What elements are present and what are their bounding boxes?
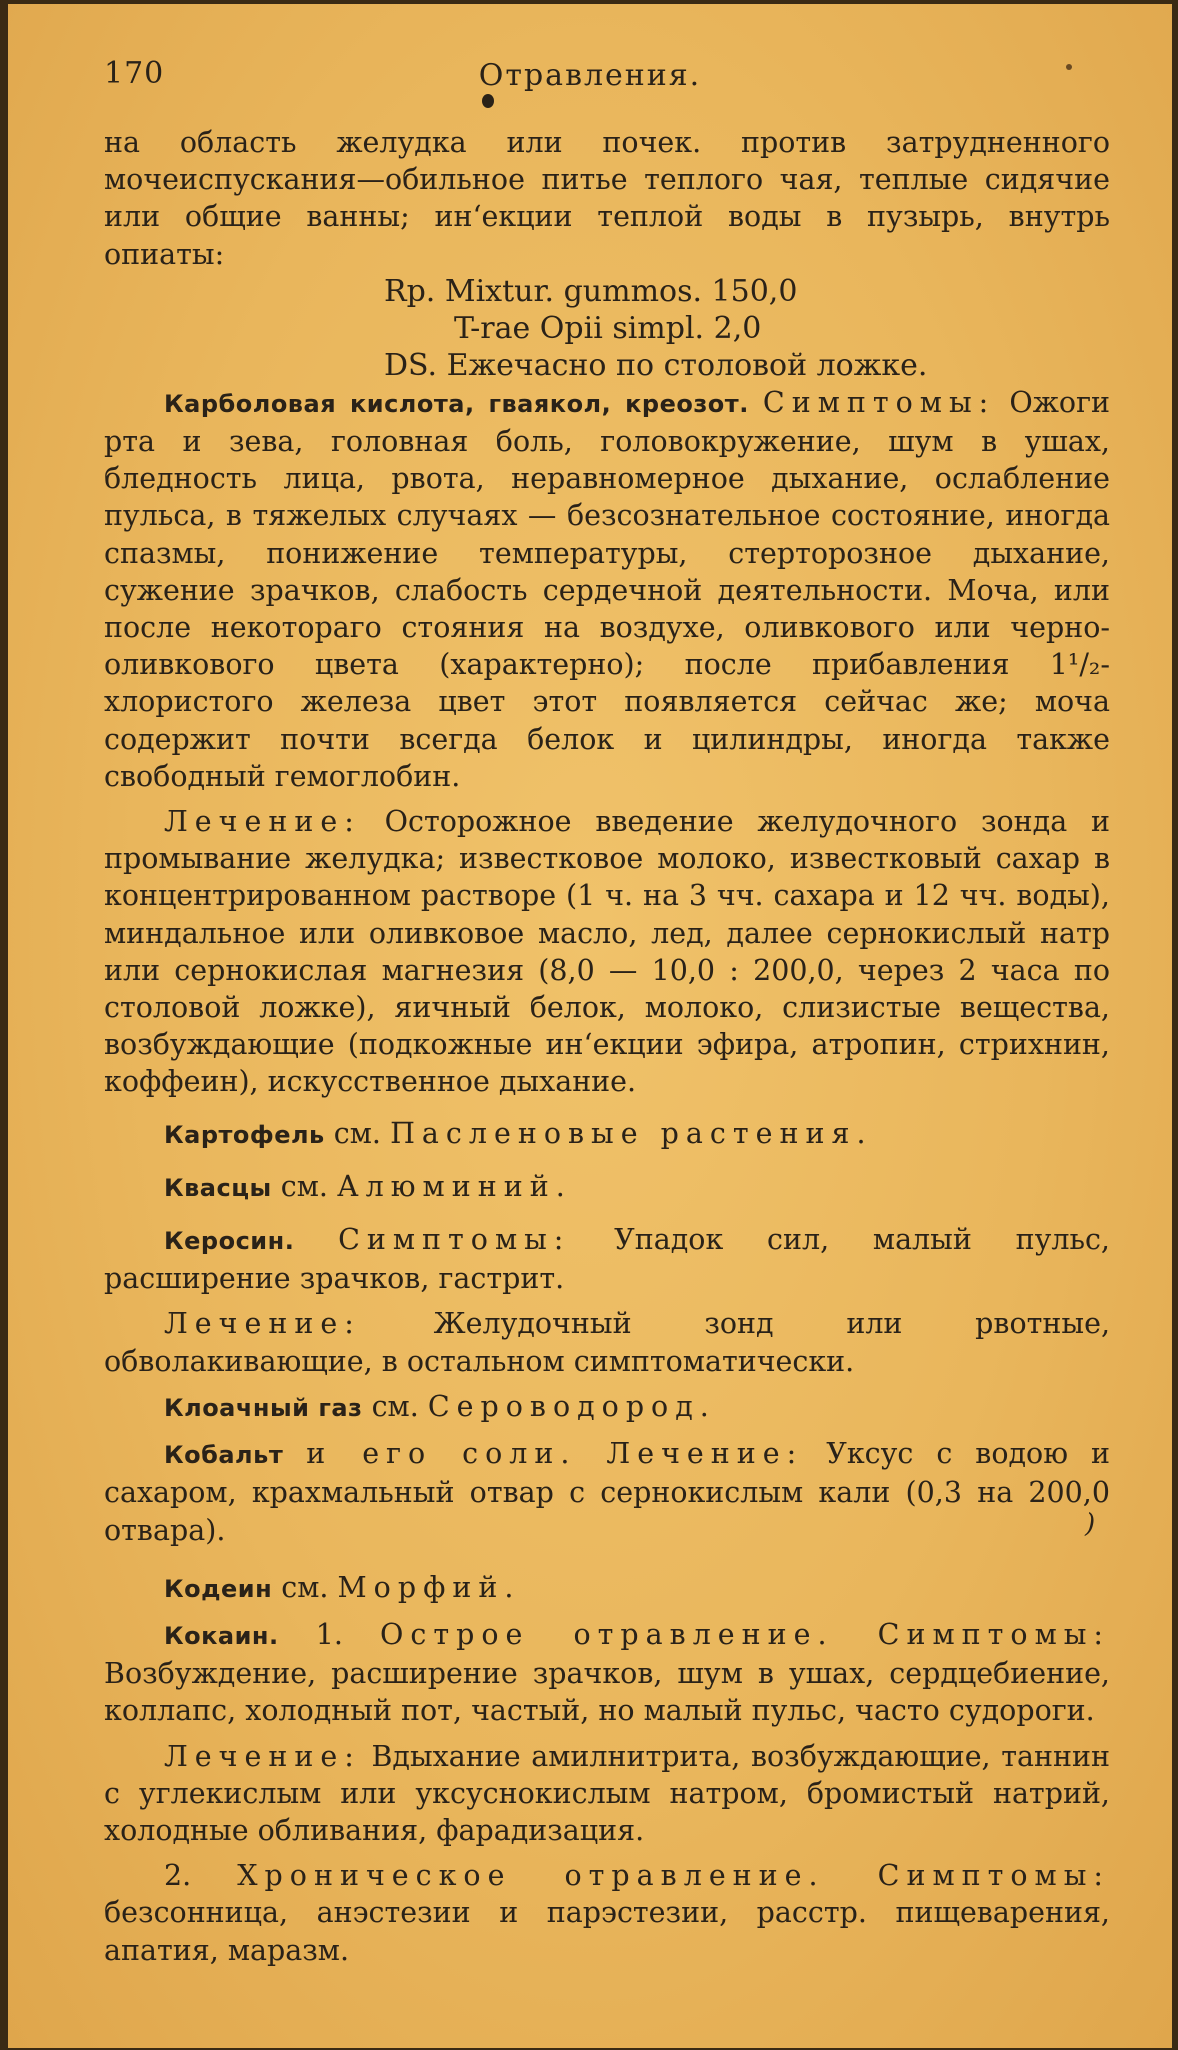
section-label: Хроническое отравление. Симптомы: bbox=[237, 1859, 1111, 1893]
item-number: 1. bbox=[315, 1617, 343, 1651]
entry-text: безсонница, анэстезии и парэстезии, расстр. пищеварения, апатия, маразм. bbox=[104, 1896, 1110, 1967]
entry-codeine bbox=[104, 1569, 1110, 1608]
entry-treatment bbox=[104, 1305, 1110, 1379]
entry-potato bbox=[104, 1115, 1110, 1154]
see-ref: см. bbox=[281, 1570, 329, 1604]
margin-mark: ) bbox=[1085, 1509, 1096, 1539]
entry-text: Уксус с водою и сахаром, крахмальный отвар с сернокислым кали (0,3 на 200,0 отвара). bbox=[104, 1437, 1110, 1547]
running-title: Отравления. bbox=[478, 58, 702, 93]
paragraph-continuation: на область желудка или почек. против затрудненного мочеиспускания—обильное питье теплого чая, теплые сидячие или общие ванны; ин‘екции теплой воды в пузырь, внутрь опиаты: bbox=[104, 126, 1110, 271]
entry-treatment bbox=[104, 803, 1110, 1101]
section-label: Лечение: bbox=[164, 805, 361, 839]
prescription-line: T-rae Opii simpl. 2,0 bbox=[454, 310, 762, 346]
entry-cocaine bbox=[104, 1616, 1110, 1730]
entry-alum bbox=[104, 1168, 1110, 1207]
entry-heading: Керосин. bbox=[164, 1227, 295, 1256]
entry-text: Возбуждение, расширение зрачков, шум в ушах, сердцебиение, коллапс, холодный пот, частый, но малый пульс, часто судороги. bbox=[104, 1657, 1110, 1728]
entry-text: Осторожное введение желудочного зонда и промывание желудка; известковое молоко, известковый сахар в концентрированном растворе (1 ч. на 3 чч. сахара и 12 чч. воды), миндальное или оливковое масло, лед, далее сернокислый натр или сернокислая магнезия (8,0 — 10,0 : 200,0, через 2 часа по столовой ложке), яичный белок, молоко, слизистые вещества, возбуждающие (подкожные ин‘екции эфира, атропин, стрихнин, коффеин), искусственное дыхание. bbox=[104, 805, 1110, 1099]
section-label: и его соли. Лечение: bbox=[306, 1437, 804, 1471]
entry-treatment bbox=[104, 1738, 1110, 1850]
cross-reference: Морфий. bbox=[337, 1570, 521, 1604]
cross-reference: Алюминий. bbox=[337, 1169, 572, 1203]
entry-heading: Карболовая кислота, гваякол, креозот. bbox=[164, 389, 749, 418]
ink-blot bbox=[482, 94, 494, 108]
section-label: Симптомы: bbox=[338, 1223, 571, 1257]
prescription-line: DS. Ежечасно по столовой ложке. bbox=[384, 347, 928, 383]
ink-speck bbox=[1066, 64, 1072, 70]
see-ref: см. bbox=[333, 1116, 381, 1150]
entry-text: Ожоги рта и зева, головная боль, головокружение, шум в ушах, бледность лица, рвота, неравномерное дыхание, ослабление пульса, в тяжелых случаях — безсознательное состояние, иногда спазмы, понижение температуры, стерторозное дыхание, сужение зрачков, слабость сердечной деятельности. Моча, или после некотораго стояния на воздухе, оливкового или черно-оливкового цвета (характерно); после прибавления 1¹/₂-хлористого железа цвет этот появляется сейчас же; моча содержит почти всегда белок и цилиндры, иногда также свободный гемоглобин. bbox=[104, 385, 1111, 793]
item-number: 2. bbox=[164, 1859, 192, 1893]
section-label: Симптомы: bbox=[762, 385, 996, 419]
see-ref: см. bbox=[371, 1389, 419, 1423]
page-number: 170 bbox=[104, 56, 165, 91]
entry-heading: Квасцы bbox=[164, 1173, 272, 1202]
entry-heading: Клоачный газ bbox=[164, 1393, 363, 1422]
entry-sewer-gas bbox=[104, 1388, 1110, 1427]
page-header bbox=[94, 50, 1086, 100]
section-label: Острое отравление. Симптомы: bbox=[380, 1617, 1111, 1651]
entry-text: Упадок сил, малый пульс, расширение зрачков, гастрит. bbox=[104, 1223, 1110, 1296]
section-label: Лечение: bbox=[164, 1739, 361, 1773]
prescription-line: Rp. Mixtur. gummos. 150,0 bbox=[384, 273, 798, 309]
section-label: Лечение: bbox=[164, 1307, 361, 1341]
entry-cobalt bbox=[104, 1435, 1110, 1549]
book-page bbox=[8, 4, 1172, 2048]
entry-chronic bbox=[104, 1857, 1110, 1969]
page-body bbox=[104, 124, 1110, 1969]
entry-heading: Кодеин bbox=[164, 1574, 273, 1603]
entry-kerosene bbox=[104, 1221, 1110, 1297]
entry-carbolic-acid bbox=[104, 384, 1110, 795]
entry-heading: Картофель bbox=[164, 1120, 325, 1149]
cross-reference: Сероводород. bbox=[427, 1389, 716, 1423]
entry-text: Желудочный зонд или рвотные, обволакивающие, в остальном симптоматически. bbox=[104, 1307, 1111, 1378]
entry-heading: Кобальт bbox=[164, 1441, 284, 1470]
cross-reference: Пасленовые растения. bbox=[390, 1116, 873, 1150]
entry-text: Вдыхание амилнитрита, возбуждающие, таннин с углекислым или уксуснокислым натром, бромистый натрий, холодные обливания, фарадизация. bbox=[104, 1739, 1111, 1847]
see-ref: см. bbox=[280, 1169, 328, 1203]
entry-heading: Кокаин. bbox=[164, 1621, 279, 1650]
